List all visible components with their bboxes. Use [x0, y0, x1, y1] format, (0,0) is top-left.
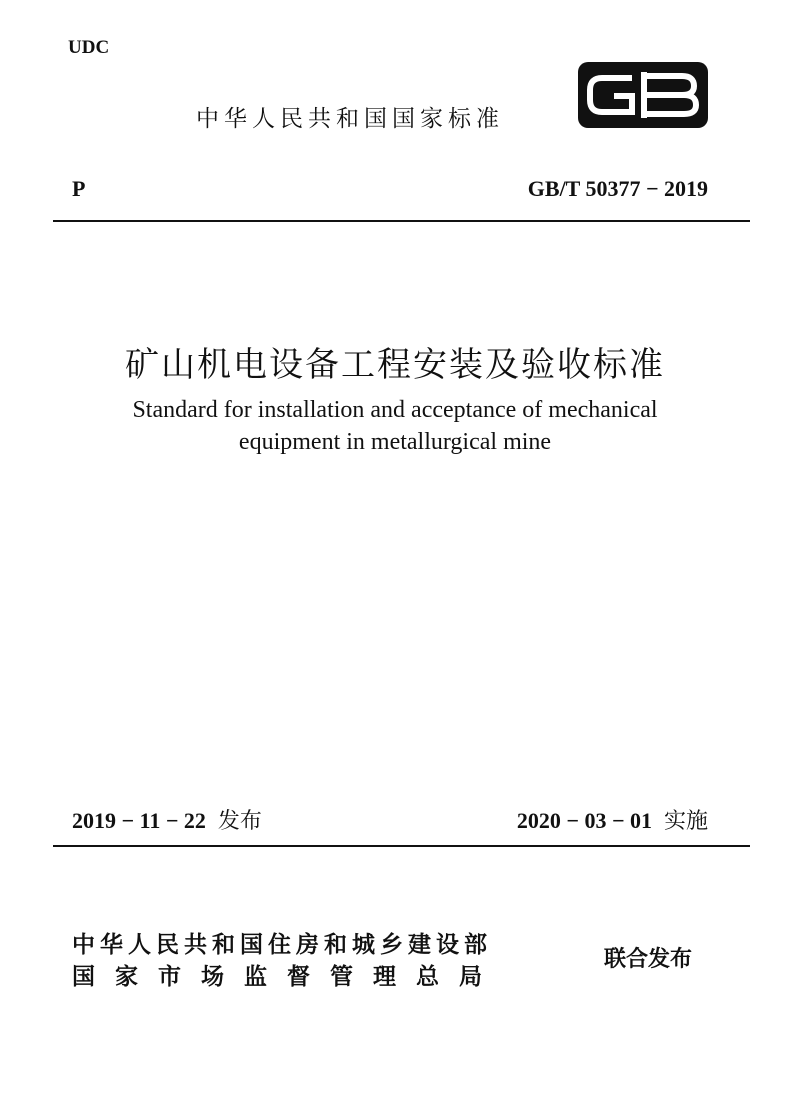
top-divider: [53, 220, 750, 222]
title-english-line1: Standard for installation and acceptance of mechanical: [132, 397, 658, 423]
bottom-divider: [53, 845, 750, 847]
publisher-administration: 国家市场监督管理总局: [72, 964, 502, 990]
effective-date: 2020 − 03 − 01: [516, 808, 652, 833]
effective-label: 实施: [663, 809, 708, 834]
gb-logo-icon: [578, 62, 708, 128]
national-standard-heading: 中华人民共和国国家标准: [196, 106, 504, 132]
title-english-line2: equipment in metallurgical mine: [238, 429, 552, 455]
issue-date-block: [72, 804, 262, 835]
title-chinese: 矿山机电设备工程安装及验收标准: [125, 345, 665, 385]
publisher-ministry: 中华人民共和国住房和城乡建设部: [72, 932, 492, 958]
udc-label: UDC: [68, 37, 110, 58]
category-code: P: [72, 176, 86, 201]
issue-date: 2019 − 11 − 22: [72, 808, 206, 833]
issue-label: 发布: [217, 809, 262, 834]
effective-date-block: [517, 804, 708, 835]
standard-number: GB/T 50377 − 2019: [527, 176, 708, 201]
joint-issue-label: 联合发布: [604, 947, 693, 972]
